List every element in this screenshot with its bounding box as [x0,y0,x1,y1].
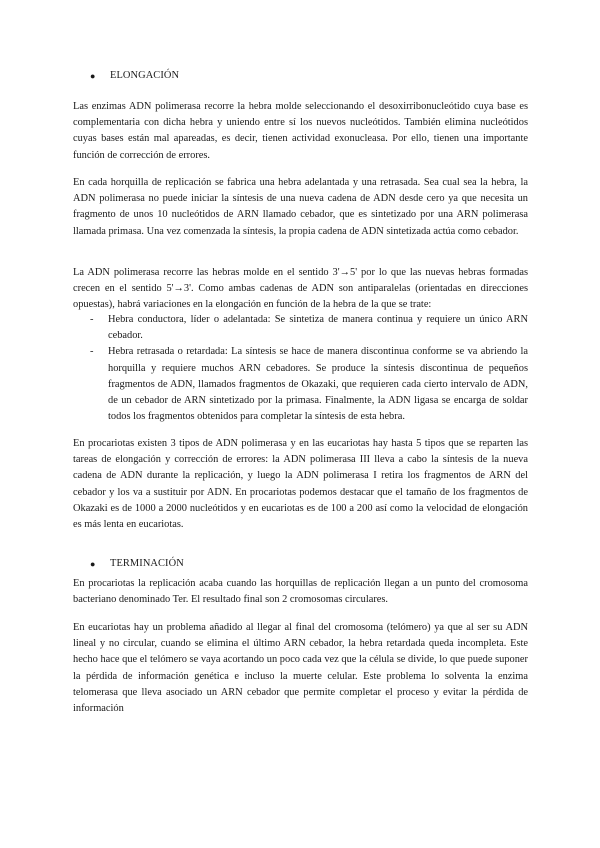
paragraph: En procariotas la replicación acaba cuando las horquillas de replicación llegan a un punto del cromosoma bacteriano denominado Ter. El resultado final son 2 cromosomas circulares. [73,578,528,606]
heading-title: TERMINACIÓN [110,557,184,569]
dash-marker: - [90,314,94,325]
list-item [90,344,528,425]
heading-title: ELONGACIÓN [110,69,180,81]
paragraph: En eucariotas hay un problema añadido al llegar al final del cromosoma (telómero) ya que al ser su ADN lineal y no circular, cuando se elimina el último ARN cebador, la hebra retardada queda incompleta. Este hecho hace que el telómero se vaya acortando un poco cada vez que la célula se divide, lo que puede suponer la pérdida de información genética e incluso la muerte celular. Este problema lo solventa la enzima telomerasa que lleva asociado un ARN cebador que permite completar el proceso y evitar la pérdida de información [73,622,528,715]
paragraph: En procariotas existen 3 tipos de ADN polimerasa y en las eucariotas hay hasta 5 tipos que se reparten las tareas de elongación y corrección de errores: la ADN polimerasa III lleva a cabo la síntesis de la nueva cadena de ADN durante la replicación, y luego la ADN polimerasa I retira los fragmentos de ARN del cebador y los va a sustituir por ADN. En procariotas podemos destacar que el tamaño de los fragmentos de Okazaki es de 1000 a 2000 nucleótidos y en eucariotas es de 100 a 200 así como la velocidad de elongación es más lenta en eucariotas. [73,438,528,531]
paragraph: En cada horquilla de replicación se fabrica una hebra adelantada y una retrasada. Sea cual sea la hebra, la ADN polimerasa no puede iniciar la síntesis de una nueva cadena de ADN desde cero ya que necesita un fragmento de unos 10 nucleótidos de ARN llamado cebador, que es sintetizado por una ARN polimerasa llamada primasa. Una vez comenzada la síntesis, la propia cadena de ADN sintetizada actúa como cebador. [73,177,528,237]
dash-marker: - [90,346,94,358]
strand-list [90,312,528,425]
bullet-icon: ● [90,558,96,569]
bullet-icon: ● [90,70,96,81]
list-item-text: Hebra conductora, líder o adelantada: Se sintetiza de manera continua y requiere un único ARN cebador. [108,314,528,342]
paragraph: Las enzimas ADN polimerasa recorre la hebra molde seleccionando el desoxirribonucleótido cuya base es complementaria con dicha hebra y uniendo entre sí los nuevos nucleótidos. También elimina nucleótidos cuyas bases están mal apareadas, es decir, tienen actividad exonucleasa. Por ello, tienen una importante función de corrección de errores. [73,101,528,161]
paragraph: La ADN polimerasa recorre las hebras molde en el sentido 3'→5' por lo que las nuevas hebras formadas crecen en el sentido 5'→3'. Como ambas cadenas de ADN son antiparalelas (orientadas en direcciones opuestas), habrá variaciones en la elongación en función de la hebra de la que se trate: [73,267,528,311]
list-item-text: Hebra retrasada o retardada: La síntesis se hace de manera discontinua conforme se va abriendo la horquilla y requiere muchos ARN cebadores. Se produce la síntesis discontinua de pequeños fragmentos de ADN, llamados fragmentos de Okazaki, que requieren cada cierto intervalo de ADN, de un cebador de ARN sintetizado por la primasa. Finalmente, la ADN ligasa se encarga de soldar todos los fragmentos obtenidos para completar la síntesis de esta hebra. [108,346,528,423]
section-heading-elongacion [90,68,390,84]
list-item [90,312,528,344]
section-heading-terminacion [90,556,390,572]
